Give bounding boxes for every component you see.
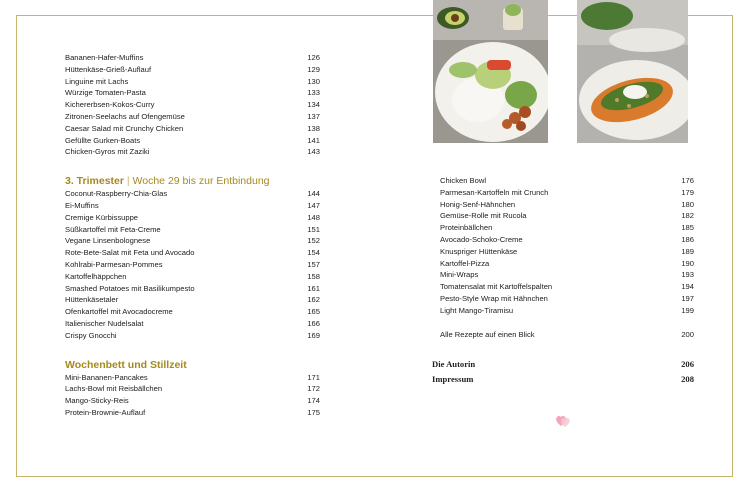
entry-page: 162 xyxy=(307,295,320,305)
entry-page: 169 xyxy=(307,330,320,340)
entry-page: 186 xyxy=(681,234,694,244)
entry-title: Lachs-Bowl mit Reisbällchen xyxy=(65,384,163,394)
entry-title: Rote-Bete-Salat mit Feta und Avocado xyxy=(65,248,195,258)
toc-entry[interactable] xyxy=(65,200,320,212)
section-title: 3. Trimester xyxy=(65,175,124,188)
toc-entry-author[interactable] xyxy=(432,357,694,372)
entry-title: Ei-Muffins xyxy=(65,200,99,210)
entry-title: Chicken Bowl xyxy=(440,176,487,185)
entry-title: Light Mango-Tiramisu xyxy=(440,305,514,315)
entry-page: 152 xyxy=(307,236,320,246)
toc-entry[interactable] xyxy=(65,235,320,247)
entry-title: Linguine mit Lachs xyxy=(65,76,129,86)
entry-page: 199 xyxy=(681,305,694,315)
toc-entry[interactable] xyxy=(65,330,320,342)
entry-page: 174 xyxy=(307,396,320,406)
toc-entry[interactable] xyxy=(440,234,694,246)
toc-entry-imprint[interactable] xyxy=(432,372,694,387)
toc-entry[interactable] xyxy=(440,199,694,211)
left-toc-column xyxy=(65,52,320,419)
entry-page: 151 xyxy=(307,224,320,234)
toc-list-continued xyxy=(440,175,694,317)
toc-list-postpartum xyxy=(65,372,320,419)
toc-entry[interactable] xyxy=(65,188,320,200)
toc-entry[interactable] xyxy=(440,222,694,234)
entry-page: 206 xyxy=(681,359,694,369)
toc-entry[interactable] xyxy=(440,258,694,270)
entry-page: 176 xyxy=(681,176,694,185)
toc-entry[interactable] xyxy=(65,146,320,158)
entry-title: Caesar Salad mit Crunchy Chicken xyxy=(65,123,184,133)
entry-title: Kartoffel-Pizza xyxy=(440,258,490,268)
entry-page: 157 xyxy=(307,259,320,269)
entry-title: Chicken-Gyros mit Zaziki xyxy=(65,147,150,157)
entry-page: 171 xyxy=(307,372,320,382)
toc-entry[interactable] xyxy=(65,135,320,147)
entry-title: Zitronen-Seelachs auf Ofengemüse xyxy=(65,111,185,121)
toc-entry[interactable] xyxy=(65,383,320,395)
entry-title: Parmesan-Kartoffeln mit Crunch xyxy=(440,187,549,197)
entry-title: Süßkartoffel mit Feta-Creme xyxy=(65,224,161,234)
toc-entry[interactable] xyxy=(65,212,320,224)
entry-page: 190 xyxy=(681,258,694,268)
entry-page: 137 xyxy=(307,111,320,121)
entry-page: 130 xyxy=(307,76,320,86)
toc-entry[interactable] xyxy=(65,87,320,99)
toc-entry[interactable] xyxy=(65,247,320,259)
entry-title: Hüttenkäse-Grieß-Auflauf xyxy=(65,64,152,74)
section-separator: | xyxy=(126,175,130,188)
toc-entry[interactable] xyxy=(65,123,320,135)
entry-page: 147 xyxy=(307,200,320,210)
entry-title: Impressum xyxy=(432,374,474,384)
toc-entry[interactable] xyxy=(440,269,694,281)
entry-page: 189 xyxy=(681,246,694,256)
toc-entry[interactable] xyxy=(440,210,694,222)
entry-page: 129 xyxy=(307,64,320,74)
entry-page: 179 xyxy=(681,187,694,197)
entry-page: 165 xyxy=(307,307,320,317)
entry-page: 182 xyxy=(681,211,694,221)
heart-icon xyxy=(555,414,571,428)
toc-entry[interactable] xyxy=(65,395,320,407)
entry-title: Würzige Tomaten-Pasta xyxy=(65,88,146,98)
toc-entry-overview[interactable] xyxy=(440,329,694,341)
entry-page: 126 xyxy=(307,53,320,62)
entry-title: Ofenkartoffel mit Avocadocreme xyxy=(65,307,173,317)
entry-page: 194 xyxy=(681,282,694,292)
entry-page: 148 xyxy=(307,212,320,222)
entry-title: Gemüse-Rolle mit Rucola xyxy=(440,211,527,221)
entry-page: 197 xyxy=(681,293,694,303)
entry-title: Mini-Bananen-Pancakes xyxy=(65,372,148,382)
right-backmatter xyxy=(432,357,694,387)
entry-title: Pesto-Style Wrap mit Hähnchen xyxy=(440,293,548,303)
entry-page: 172 xyxy=(307,384,320,394)
toc-entry[interactable] xyxy=(65,52,320,64)
toc-entry[interactable] xyxy=(440,281,694,293)
toc-entry[interactable] xyxy=(440,293,694,305)
toc-entry[interactable] xyxy=(65,271,320,283)
toc-entry[interactable] xyxy=(65,407,320,419)
entry-title: Smashed Potatoes mit Basilikumpesto xyxy=(65,283,195,293)
entry-title: Vegane Linsenbolognese xyxy=(65,236,151,246)
entry-page: 144 xyxy=(307,189,320,199)
entry-page: 185 xyxy=(681,223,694,233)
entry-page: 134 xyxy=(307,100,320,110)
toc-entry[interactable] xyxy=(65,64,320,76)
toc-list-2nd-trimester xyxy=(65,52,320,158)
toc-entry[interactable] xyxy=(65,372,320,384)
entry-title: Hüttenkäsetaler xyxy=(65,295,119,305)
entry-title: Knuspriger Hüttenkäse xyxy=(440,246,518,256)
section-title: Wochenbett und Stillzeit xyxy=(65,358,187,371)
entry-page: 143 xyxy=(307,147,320,157)
entry-title: Proteinbällchen xyxy=(440,223,493,233)
entry-title: Italienischer Nudelsalat xyxy=(65,318,144,328)
bowl-photo xyxy=(433,0,548,143)
toc-entry[interactable] xyxy=(65,259,320,271)
entry-page: 200 xyxy=(681,329,694,339)
entry-title: Protein-Brownie-Auflauf xyxy=(65,407,146,417)
entry-title: Bananen-Hafer-Muffins xyxy=(65,53,144,62)
toc-entry[interactable] xyxy=(65,294,320,306)
entry-title: Mini-Wraps xyxy=(440,270,479,280)
entry-page: 158 xyxy=(307,271,320,281)
entry-title: Kohlrabi-Parmesan-Pommes xyxy=(65,259,163,269)
entry-page: 193 xyxy=(681,270,694,280)
entry-title: Crispy Gnocchi xyxy=(65,330,117,340)
entry-page: 138 xyxy=(307,123,320,133)
entry-page: 141 xyxy=(307,135,320,145)
entry-title: Alle Rezepte auf einen Blick xyxy=(440,329,535,339)
entry-page: 208 xyxy=(681,374,694,384)
toc-entry[interactable] xyxy=(440,175,694,187)
sweet-potato-photo xyxy=(577,0,688,143)
entry-title: Tomatensalat mit Kartoffelspalten xyxy=(440,282,553,292)
toc-entry[interactable] xyxy=(65,76,320,88)
entry-title: Cremige Kürbissuppe xyxy=(65,212,139,222)
toc-entry[interactable] xyxy=(65,224,320,236)
toc-entry[interactable] xyxy=(65,318,320,330)
entry-page: 154 xyxy=(307,248,320,258)
entry-title: Kartoffelhäppchen xyxy=(65,271,127,281)
entry-page: 161 xyxy=(307,283,320,293)
toc-entry[interactable] xyxy=(440,187,694,199)
entry-title: Die Autorin xyxy=(432,359,476,369)
entry-title: Avocado-Schoko-Creme xyxy=(440,234,523,244)
entry-title: Honig-Senf-Hähnchen xyxy=(440,199,516,209)
toc-entry[interactable] xyxy=(65,111,320,123)
toc-entry[interactable] xyxy=(65,306,320,318)
entry-title: Coconut-Raspberry-Chia-Glas xyxy=(65,189,168,199)
entry-page: 166 xyxy=(307,318,320,328)
toc-entry[interactable] xyxy=(440,305,694,317)
entry-title: Mango-Sticky-Reis xyxy=(65,396,129,406)
entry-page: 133 xyxy=(307,88,320,98)
toc-entry[interactable] xyxy=(65,283,320,295)
entry-title: Gefüllte Gurken-Boats xyxy=(65,135,141,145)
section-heading-postpartum xyxy=(65,358,320,372)
entry-page: 175 xyxy=(307,407,320,417)
section-subtitle: Woche 29 bis zur Entbindung xyxy=(132,175,270,188)
toc-list-3rd-trimester xyxy=(65,188,320,341)
section-heading-3rd-trimester xyxy=(65,174,320,188)
toc-entry[interactable] xyxy=(65,99,320,111)
right-toc-column xyxy=(440,175,694,340)
entry-title: Kichererbsen-Kokos-Curry xyxy=(65,100,155,110)
toc-entry[interactable] xyxy=(440,246,694,258)
entry-page: 180 xyxy=(681,199,694,209)
